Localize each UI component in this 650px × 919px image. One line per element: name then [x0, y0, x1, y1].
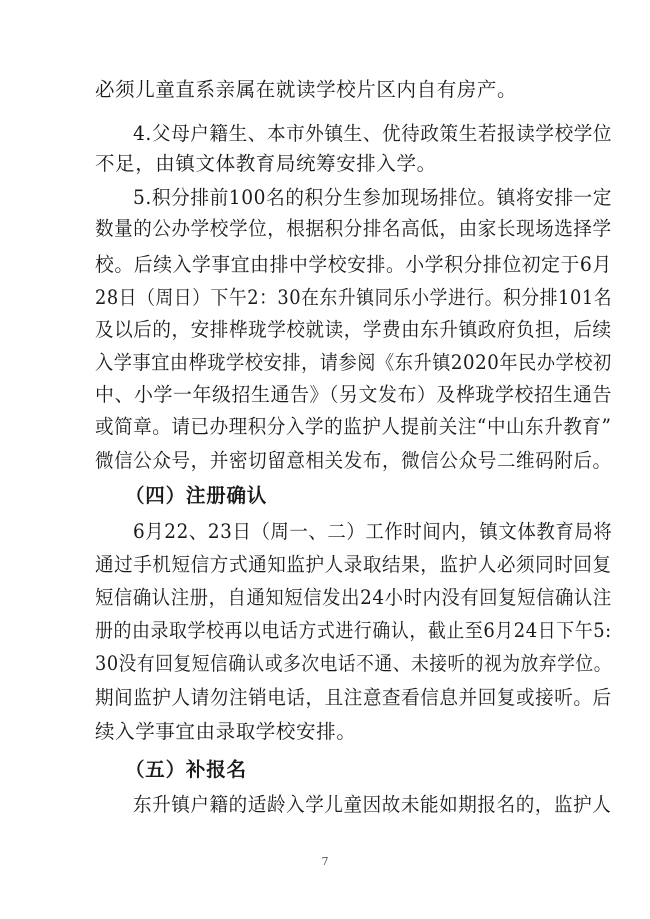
body-line: 4.父母户籍生、本市外镇生、优待政策生若报读学校学位 — [133, 122, 613, 145]
section-heading-registration: （四）注册确认 — [125, 484, 268, 507]
body-line: 5.积分排前100名的积分生参加现场排位。镇将安排一定 — [133, 186, 612, 209]
body-line: 期间监护人请勿注销电话，且注意查看信息并回复或接听。后 — [95, 686, 612, 709]
body-line: 续入学事宜由录取学校安排。 — [95, 720, 357, 743]
body-line: 微信公众号，并密切留意相关发布，微信公众号二维码附后。 — [95, 449, 612, 472]
body-line: 不足，由镇文体教育局统筹安排入学。 — [95, 152, 437, 175]
body-line: 入学事宜由桦珑学校安排，请参阅《东升镇2020年民办学校初 — [95, 351, 612, 374]
section-heading-late-registration: （五）补报名 — [125, 758, 247, 781]
body-line: 短信确认注册，自通知短信发出24小时内没有回复短信确认注 — [95, 586, 612, 609]
body-line: 及以后的，安排桦珑学校就读，学费由东升镇政府负担，后续 — [95, 318, 612, 341]
body-line: 或简章。请已办理积分入学的监护人提前关注“中山东升教育” — [95, 415, 612, 438]
body-line: 册的由录取学校再以电话方式进行确认，截止至6月24日下午5: — [95, 619, 612, 642]
body-line: 东升镇户籍的适龄入学儿童因故未能如期报名的，监护人 — [133, 793, 612, 816]
body-line: 校。后续入学事宜由排中学校安排。小学积分排位初定于6月 — [95, 253, 612, 276]
body-line: 必须儿童直系亲属在就读学校片区内自有房产。 — [95, 78, 518, 101]
body-line: 中、小学一年级招生通告》（另文发布）及桦珑学校招生通告 — [95, 383, 612, 406]
body-line: 通过手机短信方式通知监护人录取结果，监护人必须同时回复 — [95, 553, 612, 576]
body-line: 数量的公办学校学位，根据积分排名高低，由家长现场选择学 — [95, 217, 612, 240]
page-number: 7 — [321, 855, 329, 868]
body-line: 30没有回复短信确认或多次电话不通、未接听的视为放弃学位。 — [95, 652, 612, 675]
body-line: 28日（周日）下午2：30在东升镇同乐小学进行。积分排101名 — [95, 286, 613, 309]
body-line: 6月22、23日（周一、二）工作时间内，镇文体教育局将 — [133, 520, 613, 543]
